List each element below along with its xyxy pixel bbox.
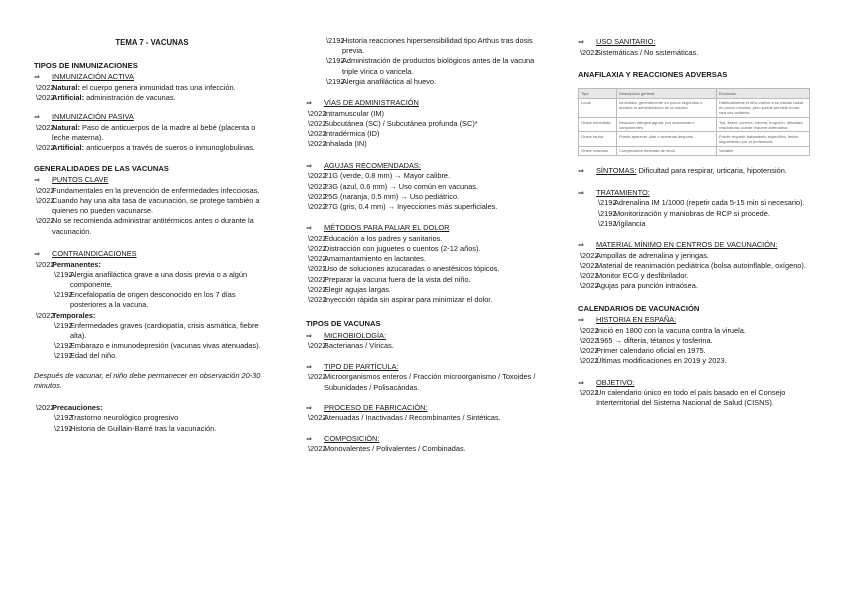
list-item: • Precauciones: → Trastorno neurológico progresivo → Historia de Guillain-Barré tras la vacunación.	[34, 403, 270, 434]
list-item: → Historia de Guillain-Barré tras la vacunación.	[52, 424, 270, 434]
double-arrow-icon: ⇒	[578, 168, 584, 176]
list-permanentes	[52, 270, 270, 311]
subheading-composicion: ⇒ COMPOSICIÓN:	[306, 433, 380, 443]
heading-anafilaxia: ANAFILAXIA Y REACCIONES ADVERSAS	[578, 69, 728, 79]
list-vias	[306, 109, 546, 150]
list-item: • Inyección rápida sin aspirar para minimizar el dolor.	[306, 295, 546, 305]
subheading-material: ⇒ MATERIAL MÍNIMO EN CENTROS DE VACUNACIÓN:	[578, 240, 778, 249]
list-item: • 1965 → difteria, tétanos y tosferina.	[578, 336, 814, 346]
list-item: • Inhalada (IN)	[306, 139, 546, 149]
list-dolor	[306, 234, 546, 306]
subheading-particula: ⇒ TIPO DE PARTÍCULA:	[306, 361, 399, 371]
list-item: • Subcutánea (SC) / Subcutánea profunda (SC)*	[306, 119, 546, 129]
list-puntos-clave	[34, 186, 270, 237]
heading-calendarios: CALENDARIOS DE VACUNACIÓN	[578, 303, 700, 313]
list-item: • No se recomienda administrar antitérmicos antes o durante la vacunación.	[34, 216, 270, 236]
double-arrow-icon: ⇒	[578, 242, 584, 249]
list-item: • Amamantamiento en lactantes.	[306, 254, 546, 264]
column-3	[578, 36, 814, 409]
list-item: • Microorganismos enteros / Fracción microorganismo / Toxoides / Subunidades / Polisacáridas.	[306, 372, 546, 392]
list-item: → Trastorno neurológico progresivo	[52, 413, 270, 423]
list-item: • Cuando hay una alta tasa de vacunación, se protege también a quienes no pueden vacunarse.	[34, 196, 270, 216]
list-item: • 25G (naranja, 0.5 mm) → Uso pediátrico.	[306, 192, 546, 202]
reactions-table	[578, 88, 810, 156]
list-item: → Monitorización y maniobras de RCP si procede.	[596, 209, 814, 219]
list-precauciones	[34, 403, 270, 434]
list-item: • Atenuadas / Inactivadas / Recombinantes / Sintéticas.	[306, 413, 546, 423]
list-item: → Alergia anafiláctica grave a una dosis previa o a algún componente.	[52, 270, 270, 290]
list-item: • 27G (gris, 0.4 mm) → Inyecciones más superficiales.	[306, 202, 546, 212]
double-arrow-icon: ⇒	[34, 114, 40, 122]
double-arrow-icon: ⇒	[34, 250, 40, 258]
list-activa	[34, 83, 270, 103]
list-item: • Uso de soluciones azucaradas o anestésicos tópicos.	[306, 264, 546, 274]
subheading-fabricacion: ⇒ PROCESO DE FABRICACIÓN:	[306, 402, 428, 412]
list-item: • Intradérmica (ID)	[306, 129, 546, 139]
double-arrow-icon: ⇒	[306, 435, 312, 443]
table-row: Grave inmediata Reacción alérgica aguda, por sustancias o componentes Tos, fiebre, picores, edema, erupción, dificultad respiratoria; puede requerir adrenalina	[579, 118, 810, 132]
double-arrow-icon: ⇒	[578, 189, 584, 197]
list-item: → Edad del niño.	[52, 351, 270, 361]
double-arrow-icon: ⇒	[578, 39, 584, 46]
list-item: • Inició en 1800 con la vacuna contra la viruela.	[578, 326, 814, 336]
list-item: • Distracción con juguetes o cuentos (2-12 años).	[306, 244, 546, 254]
table-row: Grave tardía Puede aparecer días o semanas después Puede requerir tratamiento específico; lesión, seguimiento por el profesional	[579, 132, 810, 146]
subheading-objetivo: ⇒ OBJETIVO:	[578, 377, 635, 387]
subheading-microbiologia: ⇒ MICROBIOLOGÍA:	[306, 330, 387, 340]
subheading-puntos-clave: ⇒ PUNTOS CLAVE	[34, 175, 109, 185]
double-arrow-icon: ⇒	[578, 379, 584, 387]
list-item: → Administración de productos biológicos antes de la vacuna triple vírica o varicela.	[324, 56, 546, 76]
table-row: Grave reacción Complicación derivada de otros Variable	[579, 146, 810, 155]
list-temporales	[52, 321, 270, 362]
subheading-sintomas: ⇒ SÍNTOMAS: Dificultad para respirar, urticaria, hipotensión.	[578, 166, 787, 176]
list-item: → Vigilancia	[596, 219, 814, 229]
list-item: → Enfermedades graves (cardiopatía, crisis asmática, fiebre alta).	[52, 321, 270, 341]
page-title: TEMA 7 - VACUNAS	[115, 38, 189, 47]
double-arrow-icon: ⇒	[34, 74, 40, 82]
subheading-dolor: ⇒ MÉTODOS PARA PALIAR EL DOLOR	[306, 223, 450, 233]
list-item: → Adrenalina IM 1/1000 (repetir cada 5-15 min si necesario).	[596, 198, 814, 208]
double-arrow-icon: ⇒	[306, 225, 312, 233]
list-contraindicaciones	[34, 260, 270, 362]
list-item: • Educación a los padres y sanitarios.	[306, 234, 546, 244]
subheading-agujas: ⇒ AGUJAS RECOMENDADAS:	[306, 160, 421, 170]
list-item: • Artificial: administración de vacunas.	[34, 93, 270, 103]
list-historia	[578, 326, 814, 367]
heading-tipos-inmunizaciones: TIPOS DE INMUNIZACIONES	[34, 60, 138, 70]
table-header-row: Tipo Descripción general Evolución	[579, 89, 810, 98]
list-pasiva	[34, 123, 270, 154]
double-arrow-icon: ⇒	[306, 404, 312, 412]
double-arrow-icon: ⇒	[306, 100, 312, 108]
double-arrow-icon: ⇒	[306, 162, 312, 170]
list-item: • Permanentes: → Alergia anafiláctica grave a una dosis previa o a algún componente. → Encefalopatía de origen desconocido en los 7 días posteriores a la vacuna.	[34, 260, 270, 311]
subheading-tratamiento: ⇒ TRATAMIENTO:	[578, 187, 650, 197]
list-precauciones-cont	[306, 36, 546, 87]
list-item: • Sistemáticas / No sistemáticas.	[578, 48, 814, 58]
list-agujas	[306, 171, 546, 212]
list-item: • Natural: el cuerpo genera inmunidad tras una infección.	[34, 83, 270, 93]
list-item: • Preparar la vacuna fuera de la vista del niño.	[306, 275, 546, 285]
list-item: • Ampollas de adrenalina y jeringas.	[578, 251, 814, 261]
list-item: • Elegir agujas largas.	[306, 285, 546, 295]
list-item: • Agujas para punción intraósea.	[578, 281, 814, 291]
observation-note: Después de vacunar, el niño debe permanecer en observación 20-30 minutos.	[34, 370, 261, 390]
list-item: • Artificial: anticuerpos a través de sueros o inmunoglobulinas.	[34, 143, 270, 153]
subheading-vias: ⇒ VÍAS DE ADMINISTRACIÓN	[306, 98, 419, 108]
list-item: • Un calendario único en todo el país basado en el Consejo Interterritorial del Sistema Nacional de Salud (CISNS).	[578, 388, 814, 408]
heading-generalidades: GENERALIDADES DE LAS VACUNAS	[34, 163, 169, 173]
list-item: • 23G (azul, 0.6 mm) → Uso común en vacunas.	[306, 182, 546, 192]
subheading-pasiva: ⇒ INMUNIZACIÓN PASIVA	[34, 112, 134, 122]
double-arrow-icon: ⇒	[34, 177, 40, 185]
subheading-historia: ⇒ HISTORIA EN ESPAÑA:	[578, 315, 677, 324]
list-item: • Primer calendario oficial en 1975.	[578, 346, 814, 356]
list-item: • 21G (verde, 0.8 mm) → Mayor calibre.	[306, 171, 546, 181]
list-item: → Encefalopatía de origen desconocido en los 7 días posteriores a la vacuna.	[52, 290, 270, 310]
table-row: Local Inmediata, generalmente en pocos segundos o durante la administración de la vacuna Habitualmente el niño vuelve a su estado basal en pocos minutos, pero puede persistir horas; rara vez cefaleas	[579, 98, 810, 118]
list-item: • Bacterianas / Víricas.	[306, 341, 546, 351]
subheading-uso-sanitario: ⇒ USO SANITARIO:	[578, 37, 656, 46]
list-item: • Fundamentales en la prevención de enfermedades infecciosas.	[34, 186, 270, 196]
list-item: • Natural: Paso de anticuerpos de la madre al bebé (placenta o leche materna).	[34, 123, 270, 143]
list-material	[578, 251, 814, 292]
double-arrow-icon: ⇒	[306, 332, 312, 340]
double-arrow-icon: ⇒	[306, 363, 312, 371]
double-arrow-icon: ⇒	[578, 317, 584, 324]
list-objetivo	[578, 388, 814, 408]
list-item: • Monovalentes / Polivalentes / Combinadas.	[306, 444, 546, 454]
list-tratamiento	[578, 198, 814, 229]
list-item: • Intramuscular (IM)	[306, 109, 546, 119]
column-2	[306, 36, 546, 455]
list-item: → Alergia anafiláctica al huevo.	[324, 77, 546, 87]
list-item: • Material de reanimación pediátrica (bolsa autoinflable, oxígeno).	[578, 261, 814, 271]
list-item: • Últimas modificaciones en 2019 y 2023.	[578, 356, 814, 366]
list-item: → Historia reacciones hipersensibilidad tipo Arthus tras dosis previa.	[324, 36, 546, 56]
list-item: • Monitor ECG y desfibrilador.	[578, 271, 814, 281]
list-item: → Embarazo e inmunodepresión (vacunas vivas atenuadas).	[52, 341, 270, 351]
heading-tipos-vacunas: TIPOS DE VACUNAS	[306, 319, 381, 329]
list-item: • Temporales: → Enfermedades graves (cardiopatía, crisis asmática, fiebre alta). → Embarazo e inmunodepresión (vacunas vivas atenuadas). → Edad del niño.	[34, 311, 270, 362]
subheading-contraindicaciones: ⇒ CONTRAINDICACIONES	[34, 248, 137, 258]
subheading-activa: ⇒ INMUNIZACIÓN ACTIVA	[34, 72, 134, 82]
column-1	[34, 38, 270, 434]
